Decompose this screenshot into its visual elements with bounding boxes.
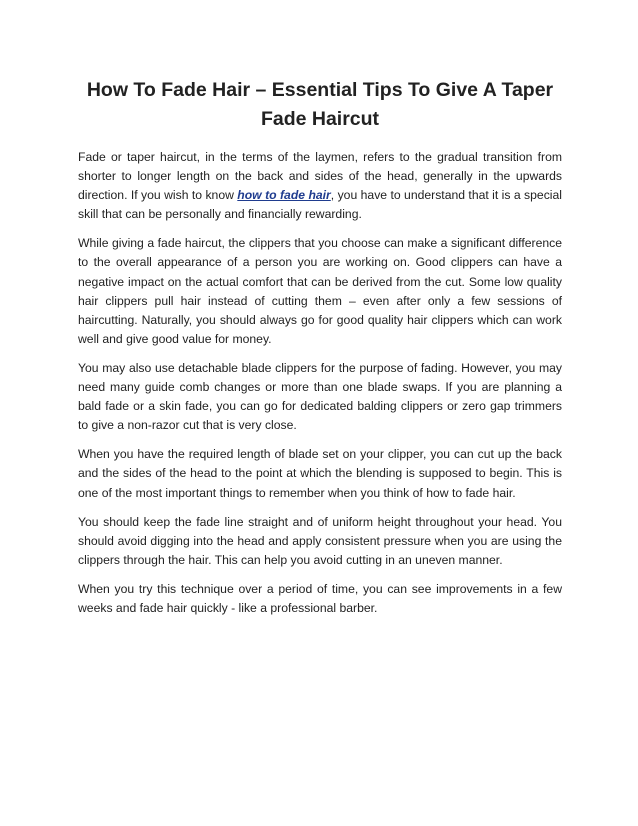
paragraph-detachable-blades: You may also use detachable blade clippers for the purpose of fading. However, you may need many guide comb changes or more than one blade swaps. If you are planning a bald fade or a skin fade, you can go for dedicated balding clippers or zero gap trimmers to give a non-razor cut that is very close. (78, 360, 562, 433)
paragraph-fade-line: You should keep the fade line straight and of uniform height throughout your head. You should avoid digging into the head and apply consistent pressure when you are using the clippers through the hair. This can help you avoid cutting in an uneven manner. (78, 514, 562, 567)
paragraph-intro-before: Fade or taper haircut, in the terms of the laymen, refers to the gradual transition from shorter to longer length on the back and sides of the head, generally in the upwards direction. If you wish to know (78, 150, 562, 203)
paragraph-intro-after: , you have to understand that it is a special skill that can be personally and financially rewarding. (78, 188, 562, 222)
document-title: How To Fade Hair – Essential Tips To Give A Taper Fade Haircut (86, 79, 554, 130)
document-page (78, 76, 562, 628)
paragraph-intro (78, 148, 562, 224)
how-to-fade-hair-link[interactable]: how to fade hair (237, 188, 331, 203)
paragraph-blade-length: When you have the required length of blade set on your clipper, you can cut up the back and the sides of the head to the point at which the blending is supposed to begin. This is one of the most important things to remember when you think of how to fade hair. (78, 447, 562, 500)
paragraph-conclusion: When you try this technique over a period of time, you can see improvements in a few weeks and fade hair quickly - like a professional barber. (78, 581, 562, 615)
paragraph-clippers: While giving a fade haircut, the clippers that you choose can make a significant difference to the overall appearance of a person you are working on. Good clippers can have a negative impact on the actual comfort that can be derived from the cut. Some low quality hair clippers pull hair instead of cutting them – even after only a few sessions of haircutting. Naturally, you should always go for good quality hair clippers which can work well and give good value for money. (78, 236, 562, 346)
